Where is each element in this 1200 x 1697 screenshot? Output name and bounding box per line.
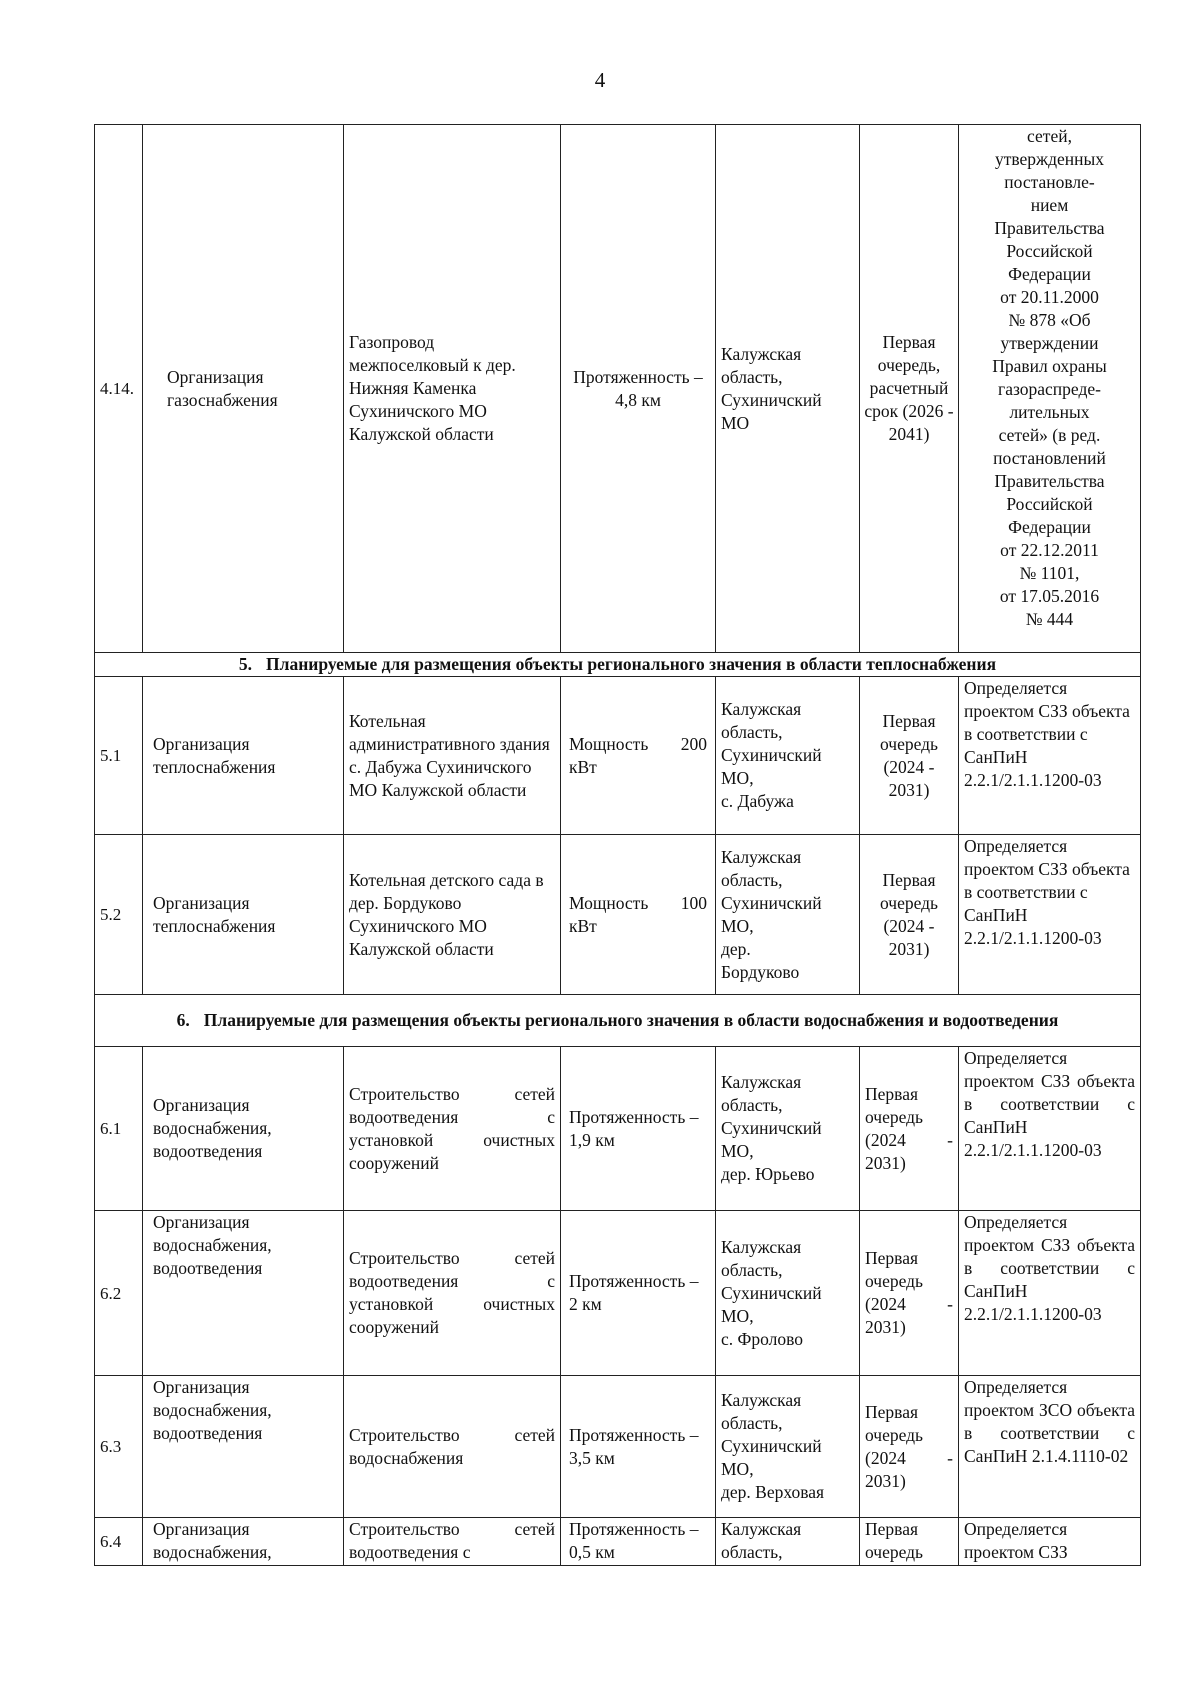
param-unit: кВт — [569, 756, 597, 777]
cell-location: Калужская область, Сухиничский МО — [716, 125, 860, 653]
cell-location: Калужская область, — [716, 1518, 860, 1566]
page-number: 4 — [594, 68, 606, 92]
cell-location: Калужская область, Сухиничский МО, дер. Верховая — [716, 1376, 860, 1518]
cell-object: Котельная административного здания с. Дабужа Сухиничского МО Калужской области — [344, 677, 561, 835]
cell-name: Организация водоснабжения, водоотведения — [143, 1047, 344, 1211]
table-row — [95, 835, 1141, 995]
cell-term: Первая очередь — [860, 1518, 959, 1566]
row-number: 5.1 — [95, 677, 143, 835]
param-unit: кВт — [569, 915, 597, 936]
cell-name: Организация газоснабжения — [143, 125, 344, 653]
cell-name: Организация теплоснабжения — [143, 835, 344, 995]
cell-param: Протяженность – 1,9 км — [561, 1047, 716, 1211]
cell-location: Калужская область, Сухиничский МО, дер. Юрьево — [716, 1047, 860, 1211]
cell-zone: Определяется проектом СЗЗ — [959, 1518, 1141, 1566]
row-number: 5.2 — [95, 835, 143, 995]
section-header-row — [95, 653, 1141, 677]
cell-param: Протяженность – 2 км — [561, 1211, 716, 1376]
table-row — [95, 1047, 1141, 1211]
cell-term: Первая очередь (2024 - 2031) — [860, 835, 959, 995]
cell-param: Протяженность – 3,5 км — [561, 1376, 716, 1518]
cell-zone: сетей, утвержденных постановле- нием Правительства Российской Федерации от 20.11.2000 № 878 «Об утверждении Правил охраны газораспреде- лительных сетей» (в ред. постановлений Правительства Российской Федерации от 22.12.2011 № 1101, от 17.05.2016 № 444 — [959, 125, 1141, 653]
row-number: 6.2 — [95, 1211, 143, 1376]
cell-term: Первая очередь (2024 - 2031) — [860, 677, 959, 835]
cell-zone: Определяется проектом СЗЗ объекта в соответствии с СанПиН 2.2.1/2.1.1.1200-03 — [959, 1211, 1141, 1376]
cell-object: Строительство сетей водоотведения с установкой очистных сооружений — [344, 1047, 561, 1211]
table-row — [95, 125, 1141, 653]
cell-object: Строительство сетей водоотведения с установкой очистных сооружений — [344, 1211, 561, 1376]
section-title — [95, 995, 1141, 1047]
cell-term: Первая очередь, расчетный срок (2026 - 2041) — [860, 125, 959, 653]
param-label: Мощность — [569, 733, 649, 754]
cell-name: Организация водоснабжения, водоотведения — [143, 1376, 344, 1518]
cell-name: Организация теплоснабжения — [143, 677, 344, 835]
cell-name: Организация водоснабжения, — [143, 1518, 344, 1566]
table-row — [95, 1518, 1141, 1566]
cell-term: Первая очередь (2024 - 2031) — [860, 1376, 959, 1518]
section-number: 5. — [238, 654, 253, 674]
cell-term: Первая очередь (2024 - 2031) — [860, 1047, 959, 1211]
cell-param — [561, 677, 716, 835]
objects-table — [94, 124, 1141, 1566]
param-value: 100 — [680, 892, 707, 913]
param-label: Мощность — [569, 892, 649, 913]
cell-name: Организация водоснабжения, водоотведения — [143, 1211, 344, 1376]
cell-zone: Определяется проектом ЗСО объекта в соответствии с СанПиН 2.1.4.1110-02 — [959, 1376, 1141, 1518]
section-title-text: Планируемые для размещения объекты регионального значения в области теплоснабжения — [266, 654, 997, 674]
cell-location: Калужская область, Сухиничский МО, с. Фролово — [716, 1211, 860, 1376]
table-row — [95, 677, 1141, 835]
table-row — [95, 1211, 1141, 1376]
cell-location: Калужская область, Сухиничский МО, с. Дабужа — [716, 677, 860, 835]
section-header-row — [95, 995, 1141, 1047]
table-row — [95, 1376, 1141, 1518]
cell-object: Строительство сетей водоснабжения — [344, 1376, 561, 1518]
cell-term: Первая очередь (2024 - 2031) — [860, 1211, 959, 1376]
section-title — [95, 653, 1141, 677]
param-value: 200 — [680, 733, 707, 754]
cell-zone: Определяется проектом СЗЗ объекта в соответствии с СанПиН 2.2.1/2.1.1.1200-03 — [959, 677, 1141, 835]
section-title-text: Планируемые для размещения объекты регионального значения в области водоснабжения и водоотведения — [203, 1010, 1059, 1030]
row-number: 4.14. — [95, 125, 143, 653]
cell-param: Протяженность – 0,5 км — [561, 1518, 716, 1566]
cell-param: Протяженность – 4,8 км — [561, 125, 716, 653]
cell-zone: Определяется проектом СЗЗ объекта в соответствии с СанПиН 2.2.1/2.1.1.1200-03 — [959, 1047, 1141, 1211]
row-number: 6.3 — [95, 1376, 143, 1518]
cell-param — [561, 835, 716, 995]
section-number: 6. — [176, 1010, 190, 1030]
cell-object: Газопровод межпоселковый к дер. Нижняя Каменка Сухиничского МО Калужской области — [344, 125, 561, 653]
cell-location: Калужская область, Сухиничский МО, дер. Бордуково — [716, 835, 860, 995]
row-number: 6.1 — [95, 1047, 143, 1211]
cell-zone: Определяется проектом СЗЗ объекта в соответствии с СанПиН 2.2.1/2.1.1.1200-03 — [959, 835, 1141, 995]
cell-object: Котельная детского сада в дер. Бордуково Сухиничского МО Калужской области — [344, 835, 561, 995]
row-number: 6.4 — [95, 1518, 143, 1566]
cell-object: Строительство сетей водоотведения с — [344, 1518, 561, 1566]
